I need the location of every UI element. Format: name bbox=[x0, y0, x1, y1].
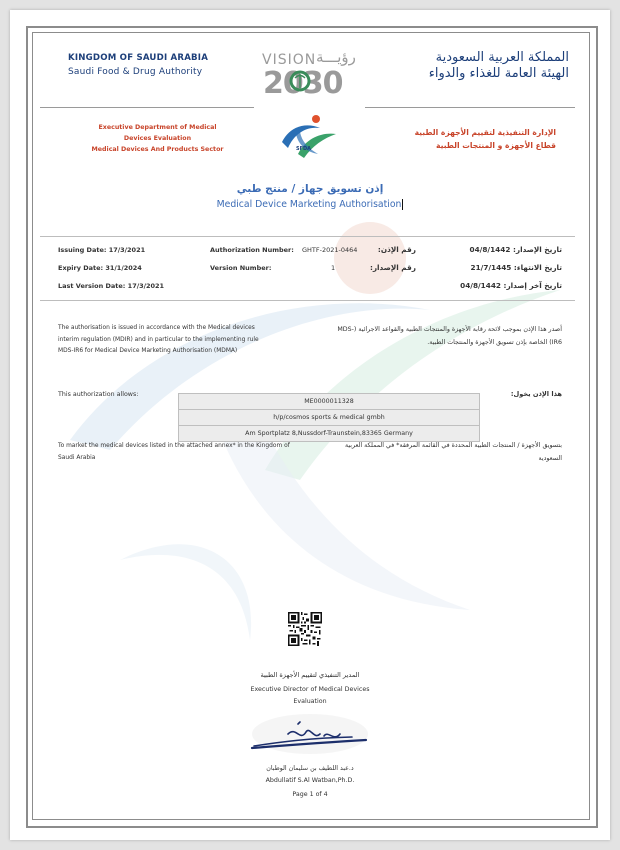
department-en-line: Medical Devices And Products Sector bbox=[91, 146, 224, 153]
department-en bbox=[70, 122, 245, 155]
kingdom-title-en: KINGDOM OF SAUDI ARABIA bbox=[68, 53, 209, 63]
issuing-date-value: 17/3/2021 bbox=[108, 246, 146, 254]
issuing-date bbox=[58, 246, 145, 254]
expiry-date bbox=[58, 264, 142, 272]
last-version-date-ar: تاريخ آخر إصدار: 04/8/1442 bbox=[460, 281, 562, 290]
palm-emblem-icon bbox=[289, 70, 311, 92]
director-title-en-line: Executive Director of Medical Devices bbox=[250, 686, 370, 693]
document-title-ar: إذن تسويق جهاز / منتج طبي bbox=[236, 183, 384, 195]
signer-name-en: Abdullatif S.Al Watban,Ph.D. bbox=[265, 777, 355, 784]
vision-2030-word: VISION bbox=[262, 52, 317, 68]
regulation-paragraph-ar: أصدر هذا الإذن بموجب لائحة رقابة الأجهزة والمنتجات الطبية والقواعد الاجرائية (MDS-IR6) الخاصة بإذن تسويق الأجهزة والمنتجات الطبية. bbox=[337, 326, 562, 346]
manufacturer-name-box: h/p/cosmos sports & medical gmbh bbox=[178, 409, 480, 426]
department-ar-line: الإدارة التنفيذية لتقييم الأجهزة الطبية bbox=[414, 128, 556, 137]
qr-code bbox=[288, 612, 322, 646]
sfda-logo-icon bbox=[276, 112, 342, 164]
department-en-line: Devices Evaluation bbox=[123, 135, 192, 142]
header-divider-right bbox=[365, 107, 575, 108]
expiry-date-value: 31/1/2024 bbox=[105, 264, 142, 272]
authorization-number-label-ar: رقم الإذن: bbox=[377, 245, 416, 254]
director-title-en bbox=[210, 684, 410, 707]
version-number-label: Version Number: bbox=[210, 264, 272, 272]
authorization-number-label: Authorization Number: bbox=[210, 246, 294, 254]
header-divider-left bbox=[40, 107, 254, 108]
authorization-number-value: GHTF-2021-0464 bbox=[302, 246, 358, 254]
last-version-date bbox=[58, 282, 164, 290]
info-divider-bottom bbox=[40, 300, 575, 301]
issuing-date-label: Issuing Date: bbox=[58, 246, 107, 254]
director-title-en-line: Evaluation bbox=[293, 697, 327, 705]
regulation-paragraph-en: The authorisation is issued in accordance with the Medical devices interim regulation (MDIR) and in particular to the implementing rule MDS-IR6 for Medical Device Marketing Authorisation (MDMA) bbox=[58, 325, 259, 355]
expiry-date-ar: تاريخ الانتهاء: 21/7/1445 bbox=[470, 263, 562, 272]
vision-2030-ar: رؤيـــة bbox=[316, 48, 356, 66]
signer-name-ar: د.عبد اللطيف بن سليمان الوطبان bbox=[266, 765, 354, 772]
document-title-en-text: Medical Device Marketing Authorisation bbox=[216, 199, 402, 210]
allows-label-en: This authorization allows: bbox=[58, 391, 139, 398]
handwritten-signature bbox=[240, 712, 380, 762]
allows-label-ar: هذا الإذن يخول: bbox=[510, 390, 562, 398]
department-ar bbox=[380, 126, 556, 152]
last-version-date-label: Last Version Date: bbox=[58, 282, 126, 290]
info-divider-top bbox=[40, 236, 575, 237]
department-ar-line: قطاع الأجهزة و المنتجات الطبية bbox=[435, 141, 556, 150]
manufacturer-address-box: Am Sportplatz 8,Nussdorf-Traunstein,83365 Germany bbox=[178, 425, 480, 442]
department-en-line: Executive Department of Medical bbox=[98, 124, 217, 131]
kingdom-title-ar: المملكة العربية السعودية bbox=[435, 50, 569, 65]
expiry-date-label: Expiry Date: bbox=[58, 264, 104, 272]
sfda-logo-text: SFDA bbox=[296, 146, 312, 152]
market-statement-en: To market the medical devices listed in the attached annex* in the Kingdom of Saudi Arabia bbox=[58, 443, 290, 461]
version-number-label-ar: رقم الإصدار: bbox=[369, 263, 416, 272]
authority-name-ar: الهيئة العامة للغذاء والدواء bbox=[428, 66, 569, 81]
version-number-value: 1 bbox=[331, 264, 336, 272]
last-version-date-value: 17/3/2021 bbox=[127, 282, 165, 290]
text-cursor bbox=[402, 199, 403, 210]
authority-name-en: Saudi Food & Drug Authority bbox=[68, 67, 203, 77]
document-title-en bbox=[160, 199, 460, 210]
issue-date-ar: تاريخ الإصدار: 04/8/1442 bbox=[469, 245, 562, 254]
vision-2030-year: 2030 bbox=[263, 66, 343, 101]
market-statement-ar: بتسويق الأجهزة / المنتجات الطبية المحددة في القائمة المرفقة* في المملكة العربية السعودية bbox=[344, 442, 562, 462]
page-number: Page 1 of 4 bbox=[292, 791, 328, 798]
director-title-ar: المدير التنفيذي لتقييم الأجهزة الطبية bbox=[260, 671, 360, 679]
registration-number-box: ME0000011328 bbox=[178, 393, 480, 410]
